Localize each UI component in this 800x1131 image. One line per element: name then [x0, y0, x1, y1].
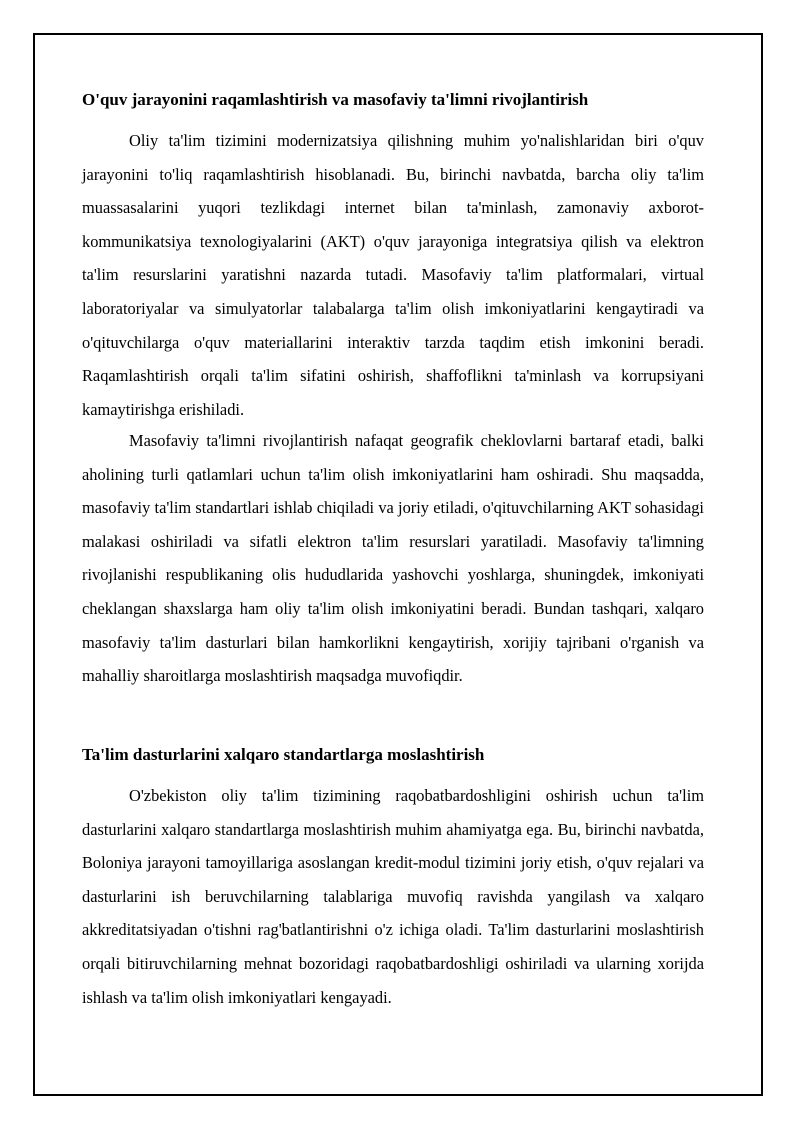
section-heading-digitalization: O'quv jarayonini raqamlashtirish va masofaviy ta'limni rivojlantirish [82, 90, 589, 109]
paragraph-distance-learning: Masofaviy ta'limni rivojlantirish nafaqat geografik cheklovlarni bartaraf etadi, balki aholining turli qatlamlari uchun ta'lim olish imkoniyatlarini ham oshiradi. Shu maqsadda, masofaviy ta'lim standartlari ishlab chiqiladi va joriy etiladi, o'qituvchilarning AKT sohasidagi malakasi oshiriladi va sifatli elektron ta'lim resurslari yaratiladi. Masofaviy ta'limning rivojlanishi respublikaning olis hududlarida yashovchi yoshlarga, shuningdek, imkoniyati cheklangan shaxslarga ham oliy ta'lim olish imkoniyatini beradi. Bundan tashqari, xalqaro masofaviy ta'lim dasturlari bilan hamkorlikni kengaytirish, xorijiy tajribani o'rganish va mahalliy sharoitlarga moslashtirish maqsadga muvofiqdir. [82, 431, 704, 686]
section-heading-international-standards: Ta'lim dasturlarini xalqaro standartlarga moslashtirish [82, 745, 485, 764]
paragraph-international-standards: O'zbekiston oliy ta'lim tizimining raqobatbardoshligini oshirish uchun ta'lim dasturlarini xalqaro standartlarga moslashtirish muhim ahamiyatga ega. Bu, birinchi navbatda, Boloniya jarayoni tamoyillariga asoslangan kredit-modul tizimini joriy etish, o'quv rejalari va dasturlarini ish beruvchilarning talablariga muvofiq ravishda yangilash va xalqaro akkreditatsiyadan o'tishni rag'batlantirishni o'z ichiga oladi. Ta'lim dasturlarini moslashtirish orqali bitiruvchilarning mehnat bozoridagi raqobatbardoshligi oshiriladi va ularning xorijda ishlash va ta'lim olish imkoniyatlari kengayadi. [82, 786, 704, 1007]
paragraph-digitalization: Oliy ta'lim tizimini modernizatsiya qilishning muhim yo'nalishlaridan biri o'quv jarayonini to'liq raqamlashtirish hisoblanadi. Bu, birinchi navbatda, barcha oliy ta'lim muassasalarini yuqori tezlikdagi internet bilan ta'minlash, zamonaviy axborot-kommunikatsiya texnologiyalarini (AKT) o'quv jarayoniga integratsiya qilish va elektron ta'lim resurslarini yaratishni nazarda tutadi. Masofaviy ta'lim platformalari, virtual laboratoriyalar va simulyatorlar talabalarga ta'lim olish imkoniyatlarini kengaytiradi va o'qituvchilarga o'quv materiallarini interaktiv tarzda taqdim etish imkonini beradi. Raqamlashtirish orqali ta'lim sifatini oshirish, shaffoflikni ta'minlash va korrupsiyani kamaytirishga erishiladi. [82, 131, 704, 419]
